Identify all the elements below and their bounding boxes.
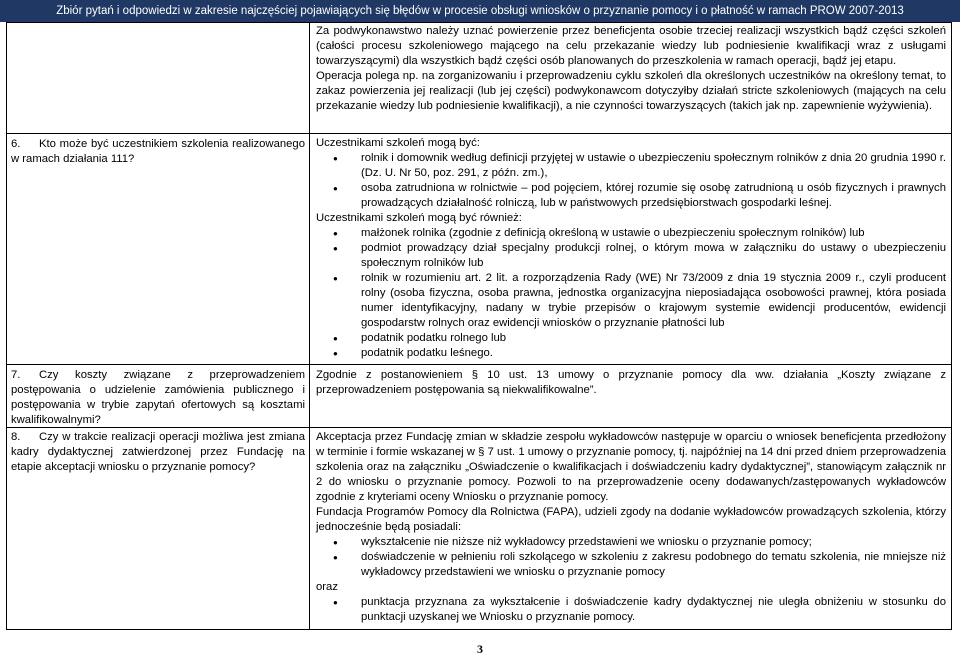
page-number: 3 <box>477 642 483 656</box>
answer-paragraph: Zgodnie z postanowieniem § 10 ust. 13 umowy o przyznanie pomocy dla ww. działania „Koszty związane z przeprowadzeniem postępowania są niekwalifikowalne”. <box>316 369 946 396</box>
answer-cell-7 <box>316 368 946 398</box>
answer-paragraph: Za podwykonawstwo należy uznać powierzenie przez beneficjenta osobie trzeciej realizacji wszystkich bądź części szkoleń (całości procesu szkoleniowego mającego na celu przekazanie wiedzy lub podniesienie kwalifikacji wraz z usługami towarzyszącymi) dla wszystkich bądź części osób planowanych do przeszkolenia w ramach operacji, bądź jej etapu. <box>316 25 946 67</box>
answer-paragraph: Fundacja Programów Pomocy dla Rolnictwa (FAPA), udzieli zgody na dodanie wykładowców prowadzących szkolenia, którzy jednocześnie będą posiadali: <box>316 506 946 533</box>
list-item: ● podatnik podatku rolnego lub <box>316 331 946 346</box>
table-column-divider <box>309 22 310 630</box>
row-divider <box>6 133 952 134</box>
question-cell-8 <box>11 430 305 475</box>
question-cell-6 <box>11 137 305 167</box>
lecturer-requirements-list <box>316 535 946 580</box>
table-border-left <box>6 22 7 630</box>
list-item: ● wykształcenie nie niższe niż wykładowcy przedstawieni we wniosku o przyznanie pomocy; <box>316 535 946 550</box>
lecturer-requirements-list-additional <box>316 595 946 625</box>
participants-list-additional <box>316 226 946 361</box>
qa-table <box>6 22 952 630</box>
table-border-bottom <box>6 629 952 630</box>
answer-paragraph: Akceptacja przez Fundację zmian w składzie zespołu wykładowców następuje w oparciu o wniosek beneficjenta przedłożony w terminie i formie wskazanej w § 7 ust. 1 umowy o przyznanie pomocy, tj. najpóźniej na 14 dni przed dniem przeprowadzenia szkolenia oraz na załączniku „Oświadczenie o kwalifikacjach i doświadczeniu kadry dydaktycznej”, stanowiącym załącznik nr 2 do wniosku o przyznanie pomocy. Pozwoli to na przeprowadzenie oceny dodawanych/zastępowanych wykładowców zgodnie z kryteriami oceny Wniosku o przyznanie pomocy. <box>316 431 946 503</box>
connector-text: oraz <box>316 581 338 593</box>
table-border-right <box>951 22 952 630</box>
list-item: ● doświadczenie w pełnieniu roli szkolącego w szkoleniu z zakresu podobnego do tematu szkolenia, nie mniejsze niż wykładowcy przedstawieni we wniosku o przyznanie pomocy <box>316 550 946 580</box>
question-number: 8. <box>11 431 21 443</box>
list-item: ● osoba zatrudniona w rolnictwie – pod pojęciem, której rozumie się osobę zatrudnioną u osób fizycznych i prawnych prowadzących działalność rolniczą, lub w państwowych przedsiębiorstwach gospodarki leśnej. <box>316 181 946 211</box>
answer-cell-6 <box>316 136 946 361</box>
question-text: Czy koszty związane z przeprowadzeniem postępowania o udzielenie zamówienia publicznego i postępowania w trybie zapytań ofertowych są kosztami kwalifikowalnymi? <box>11 369 305 426</box>
answer-intro: Uczestnikami szkoleń mogą być: <box>316 137 480 149</box>
question-cell-7 <box>11 368 305 428</box>
row-divider <box>6 364 952 365</box>
list-item: ● rolnik w rozumieniu art. 2 lit. a rozporządzenia Rady (WE) Nr 73/2009 z dnia 19 stycznia 2009 r., czyli producent rolny (osoba fizyczna, osoba prawna, jednostka organizacyjna nieposiadająca osobowości prawnej, która posiada numer identyfikacyjny, nadany w trybie przepisów o krajowym systemie ewidencji producentów, ewidencji gospodarstw rolnych oraz ewidencji wniosków o przyznanie płatności lub <box>316 271 946 331</box>
answer-paragraph: Operacja polega np. na zorganizowaniu i przeprowadzeniu cyklu szkoleń dla określonych uczestników na określony temat, to zakaz powierzenia jej realizacji (lub jej części) podwykonawcom dotyczyłby działań stricte szkoleniowych (mających na celu przekazanie wiedzy lub podniesienie kwalifikacji), a nie czynności towarzyszących (takich jak np. zapewnienie wyżywienia). <box>316 70 946 112</box>
list-item: ● podatnik podatku leśnego. <box>316 346 946 361</box>
answer-cell-8 <box>316 430 946 625</box>
question-number: 7. <box>11 369 21 381</box>
table-border-top <box>6 22 952 23</box>
list-item: ● punktacja przyznana za wykształcenie i doświadczenie kadry dydaktycznej nie uległa obniżeniu w stosunku do punktacji uzyskanej we Wniosku o przyznanie pomocy. <box>316 595 946 625</box>
list-item: ● rolnik i domownik według definicji przyjętej w ustawie o ubezpieczeniu społecznym rolników z dnia 20 grudnia 1990 r. (Dz. U. Nr 50, poz. 291, z późn. zm.), <box>316 151 946 181</box>
participants-list <box>316 151 946 211</box>
question-text: Kto może być uczestnikiem szkolenia realizowanego w ramach działania 111? <box>11 138 305 165</box>
question-text: Czy w trakcie realizacji operacji możliwa jest zmiana kadry dydaktycznej zatwierdzonej przez Fundację na etapie akceptacji wniosku o przyznanie pomocy? <box>11 431 305 473</box>
list-item: ● małżonek rolnika (zgodnie z definicją określoną w ustawie o ubezpieczeniu społecznym rolników) lub <box>316 226 946 241</box>
answer-intro: Uczestnikami szkoleń mogą być również: <box>316 212 522 224</box>
list-item: ● podmiot prowadzący dział specjalny produkcji rolnej, o którym mowa w załączniku do ustawy o ubezpieczeniu społecznym rolników lub <box>316 241 946 271</box>
document-header <box>0 0 960 22</box>
answer-cell-continuation <box>316 24 946 114</box>
header-title: Zbiór pytań i odpowiedzi w zakresie najczęściej pojawiających się błędów w procesie obsługi wniosków o przyznanie pomocy i o płatność w ramach PROW 2007-2013 <box>56 5 904 17</box>
question-number: 6. <box>11 138 21 150</box>
